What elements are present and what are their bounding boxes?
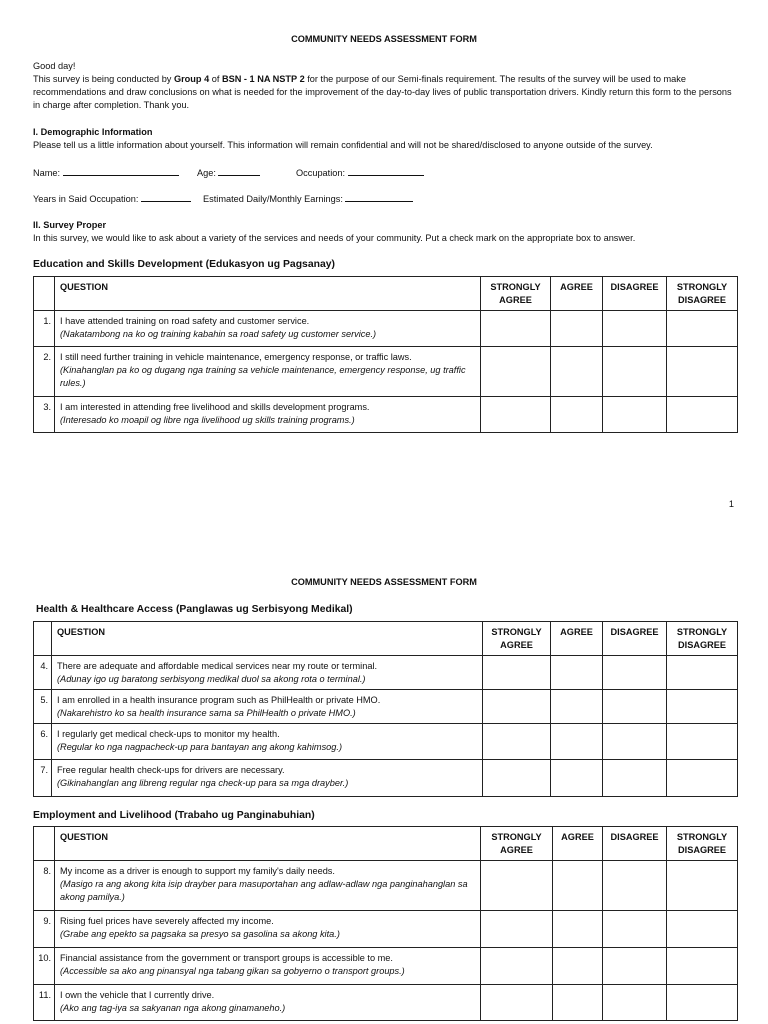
- disagree-box[interactable]: [603, 948, 667, 985]
- occupation-field[interactable]: [296, 166, 424, 180]
- demographic-heading: I. Demographic Information: [33, 127, 153, 137]
- question-header: QUESTION: [55, 827, 481, 861]
- question-number: 10.: [34, 948, 55, 985]
- occupation-blank[interactable]: [348, 166, 424, 176]
- table-row: [34, 948, 738, 985]
- strongly-disagree-box[interactable]: [667, 311, 738, 347]
- question-number: 8.: [34, 861, 55, 911]
- table-row: [34, 985, 738, 1021]
- name-field[interactable]: [33, 166, 179, 180]
- number-header: [34, 277, 55, 311]
- table-header-row: [34, 277, 738, 311]
- demographic-text: Please tell us a little information about yourself. This information will remain confidential and will not be shared/disclosed to anyone outside of the survey.: [33, 140, 653, 150]
- age-label: Age:: [197, 168, 216, 178]
- question-number: 2.: [34, 347, 55, 397]
- table-row: [34, 347, 738, 397]
- question-text: I own the vehicle that I currently drive. (Ako ang tag-iya sa sakyanan nga akong ginamaneho.): [55, 985, 481, 1021]
- years-label: Years in Said Occupation:: [33, 194, 139, 204]
- health-table: [33, 621, 738, 797]
- question-number: 4.: [34, 656, 52, 690]
- age-blank[interactable]: [218, 166, 260, 176]
- earnings-blank[interactable]: [345, 192, 413, 202]
- greeting: Good day!: [33, 61, 76, 71]
- disagree-box[interactable]: [603, 985, 667, 1021]
- employment-table: [33, 826, 738, 1021]
- age-field[interactable]: [197, 166, 260, 180]
- disagree-header: DISAGREE: [603, 622, 667, 656]
- disagree-box[interactable]: [603, 861, 667, 911]
- number-header: [34, 827, 55, 861]
- agree-box[interactable]: [551, 311, 603, 347]
- name-blank[interactable]: [63, 166, 179, 176]
- disagree-box[interactable]: [603, 656, 667, 690]
- strongly-agree-box[interactable]: [483, 690, 551, 724]
- agree-header: AGREE: [553, 827, 603, 861]
- table-row: [34, 397, 738, 433]
- earnings-label: Estimated Daily/Monthly Earnings:: [203, 194, 343, 204]
- strongly-agree-box[interactable]: [481, 911, 553, 948]
- agree-box[interactable]: [553, 911, 603, 948]
- disagree-box[interactable]: [603, 911, 667, 948]
- disagree-box[interactable]: [603, 397, 667, 433]
- strongly-disagree-box[interactable]: [667, 985, 738, 1021]
- table-header-row: [34, 827, 738, 861]
- agree-box[interactable]: [551, 397, 603, 433]
- agree-box[interactable]: [551, 690, 603, 724]
- question-number: 7.: [34, 760, 52, 797]
- section-title-health: Health & Healthcare Access (Panglawas ug Serbisyong Medikal): [36, 604, 353, 615]
- question-header: QUESTION: [55, 277, 481, 311]
- name-label: Name:: [33, 168, 61, 178]
- intro-paragraph: This survey is being conducted by Group 4 of BSN - 1 NA NSTP 2 for the purpose of our Semi-finals requirement. The results of the survey will be used to make recommendations and draw conclusions on what is needed for the improvement of the day-to-day lives of public transportation drivers. Kindly return this form to the persons in charge after completion. Thank you.: [33, 74, 732, 110]
- strongly-disagree-box[interactable]: [667, 760, 738, 797]
- agree-header: AGREE: [551, 277, 603, 311]
- question-text: My income as a driver is enough to support my family's daily needs. (Masigo ra ang akong kita isip drayber para masuportahan ang adlaw-adlaw nga panginahanglan sa akong pamilya.): [55, 861, 481, 911]
- question-text: There are adequate and affordable medical services near my route or terminal. (Adunay igo ug baratong serbisyong medikal duol sa akong rota o terminal.): [52, 656, 483, 690]
- strongly-agree-box[interactable]: [481, 311, 551, 347]
- strongly-disagree-box[interactable]: [667, 861, 738, 911]
- strongly-disagree-box[interactable]: [667, 911, 738, 948]
- question-text: I am enrolled in a health insurance program such as PhilHealth or private HMO. (Nakarehistro ko sa health insurance sama sa PhilHealth o private HMO.): [52, 690, 483, 724]
- agree-header: AGREE: [551, 622, 603, 656]
- question-text: I am interested in attending free livelihood and skills development programs. (Interesado ko moapil og libre nga livelihood ug skills training programs.): [55, 397, 481, 433]
- education-table: [33, 276, 738, 433]
- table-row: [34, 861, 738, 911]
- strongly-disagree-box[interactable]: [667, 397, 738, 433]
- disagree-box[interactable]: [603, 690, 667, 724]
- strongly-disagree-header: STRONGLY DISAGREE: [667, 277, 738, 311]
- table-row: [34, 724, 738, 760]
- strongly-agree-box[interactable]: [481, 985, 553, 1021]
- strongly-disagree-box[interactable]: [667, 656, 738, 690]
- page-number: 1: [728, 499, 734, 509]
- section-title-employment: Employment and Livelihood (Trabaho ug Panginabuhian): [33, 810, 315, 821]
- table-row: [34, 311, 738, 347]
- strongly-agree-box[interactable]: [481, 347, 551, 397]
- strongly-disagree-header: STRONGLY DISAGREE: [667, 827, 738, 861]
- strongly-disagree-box[interactable]: [667, 948, 738, 985]
- strongly-agree-box[interactable]: [481, 861, 553, 911]
- table-row: [34, 690, 738, 724]
- question-text: Free regular health check-ups for drivers are necessary. (Gikinahanglan ang libreng regular nga check-up para sa mga drayber.): [52, 760, 483, 797]
- agree-box[interactable]: [551, 724, 603, 760]
- disagree-box[interactable]: [603, 724, 667, 760]
- strongly-agree-header: STRONGLY AGREE: [483, 622, 551, 656]
- disagree-box[interactable]: [603, 760, 667, 797]
- survey-heading: II. Survey Proper: [33, 220, 107, 230]
- question-text: I regularly get medical check-ups to monitor my health. (Regular ko nga nagpacheck-up para bantayan ang akong kahimsog.): [52, 724, 483, 760]
- disagree-box[interactable]: [603, 347, 667, 397]
- table-row: [34, 911, 738, 948]
- agree-box[interactable]: [553, 861, 603, 911]
- agree-box[interactable]: [551, 760, 603, 797]
- agree-box[interactable]: [551, 347, 603, 397]
- strongly-disagree-header: STRONGLY DISAGREE: [667, 622, 738, 656]
- question-number: 5.: [34, 690, 52, 724]
- agree-box[interactable]: [553, 985, 603, 1021]
- strongly-agree-box[interactable]: [483, 760, 551, 797]
- earnings-field[interactable]: [203, 192, 413, 206]
- form-title: COMMUNITY NEEDS ASSESSMENT FORM: [291, 34, 477, 44]
- years-field[interactable]: [33, 192, 191, 206]
- table-header-row: [34, 622, 738, 656]
- question-number: 9.: [34, 911, 55, 948]
- table-row: [34, 656, 738, 690]
- disagree-header: DISAGREE: [603, 277, 667, 311]
- disagree-box[interactable]: [603, 311, 667, 347]
- disagree-header: DISAGREE: [603, 827, 667, 861]
- strongly-agree-box[interactable]: [483, 656, 551, 690]
- question-text: Rising fuel prices have severely affected my income. (Grabe ang epekto sa pagsaka sa presyo sa gasolina sa akong kita.): [55, 911, 481, 948]
- strongly-agree-box[interactable]: [483, 724, 551, 760]
- table-row: [34, 760, 738, 797]
- occupation-label: Occupation:: [296, 168, 346, 178]
- form-title-page2: COMMUNITY NEEDS ASSESSMENT FORM: [291, 577, 477, 587]
- question-number: 1.: [34, 311, 55, 347]
- question-number: 6.: [34, 724, 52, 760]
- agree-box[interactable]: [553, 948, 603, 985]
- question-number: 11.: [34, 985, 55, 1021]
- question-text: I have attended training on road safety and customer service. (Nakatambong na ko og training kabahin sa road safety ug customer service.): [55, 311, 481, 347]
- survey-text: In this survey, we would like to ask about a variety of the services and needs of your community. Put a check mark on the appropriate box to answer.: [33, 233, 636, 243]
- strongly-disagree-box[interactable]: [667, 690, 738, 724]
- strongly-disagree-box[interactable]: [667, 347, 738, 397]
- number-header: [34, 622, 52, 656]
- strongly-disagree-box[interactable]: [667, 724, 738, 760]
- section-title-education: Education and Skills Development (Edukasyon ug Pagsanay): [33, 259, 335, 270]
- agree-box[interactable]: [551, 656, 603, 690]
- strongly-agree-header: STRONGLY AGREE: [481, 277, 551, 311]
- years-blank[interactable]: [141, 192, 191, 202]
- question-text: I still need further training in vehicle maintenance, emergency response, or traffic laws. (Kinahanglan pa ko og dugang nga training sa vehicle maintenance, emergency response, ug traffic rules.): [55, 347, 481, 397]
- question-text: Financial assistance from the government or transport groups is accessible to me. (Accessible sa ako ang pinansyal nga tabang gikan sa gobyerno o transport groups.): [55, 948, 481, 985]
- question-header: QUESTION: [52, 622, 483, 656]
- strongly-agree-box[interactable]: [481, 397, 551, 433]
- strongly-agree-box[interactable]: [481, 948, 553, 985]
- question-number: 3.: [34, 397, 55, 433]
- strongly-agree-header: STRONGLY AGREE: [481, 827, 553, 861]
